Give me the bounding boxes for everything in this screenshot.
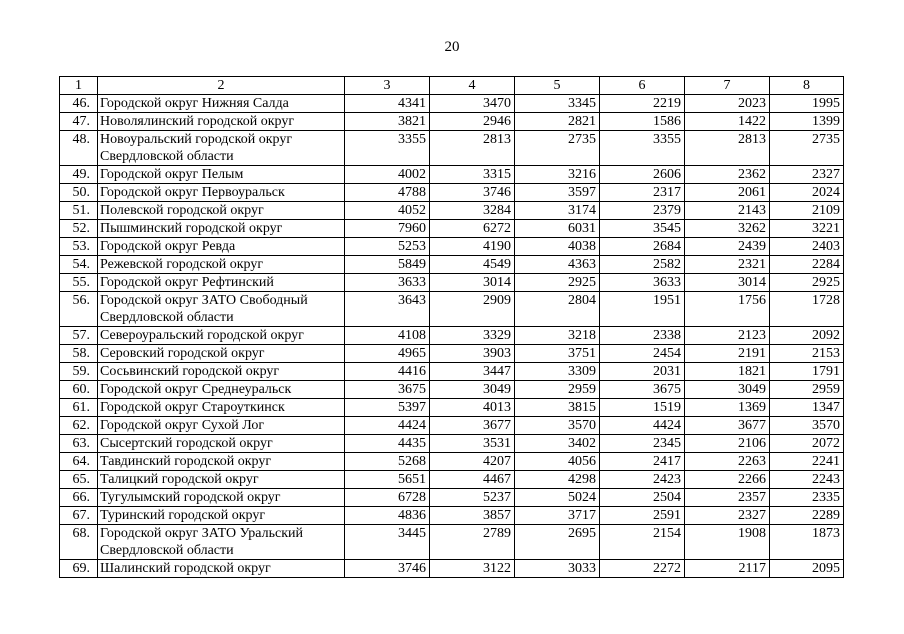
value-cell: 1586 <box>600 113 685 131</box>
municipality-name: Сосьвинский городской округ <box>98 363 345 381</box>
value-cell: 4013 <box>430 399 515 417</box>
value-cell: 3049 <box>685 381 770 399</box>
value-cell: 3262 <box>685 220 770 238</box>
table-row <box>60 471 844 489</box>
value-cell: 1873 <box>770 525 844 560</box>
value-cell: 1369 <box>685 399 770 417</box>
table-row <box>60 166 844 184</box>
municipality-name: Талицкий городской округ <box>98 471 345 489</box>
municipality-name: Городской округ Пелым <box>98 166 345 184</box>
row-number: 60. <box>60 381 98 399</box>
value-cell: 3174 <box>515 202 600 220</box>
value-cell: 2321 <box>685 256 770 274</box>
value-cell: 3597 <box>515 184 600 202</box>
value-cell: 2284 <box>770 256 844 274</box>
value-cell: 3531 <box>430 435 515 453</box>
value-cell: 3545 <box>600 220 685 238</box>
table-row <box>60 274 844 292</box>
value-cell: 4298 <box>515 471 600 489</box>
value-cell: 4549 <box>430 256 515 274</box>
table-row <box>60 327 844 345</box>
value-cell: 6031 <box>515 220 600 238</box>
value-cell: 4190 <box>430 238 515 256</box>
value-cell: 2925 <box>515 274 600 292</box>
value-cell: 1399 <box>770 113 844 131</box>
value-cell: 5397 <box>345 399 430 417</box>
row-number: 62. <box>60 417 98 435</box>
value-cell: 3049 <box>430 381 515 399</box>
value-cell: 6272 <box>430 220 515 238</box>
value-cell: 4108 <box>345 327 430 345</box>
row-number: 64. <box>60 453 98 471</box>
value-cell: 1951 <box>600 292 685 327</box>
value-cell: 2695 <box>515 525 600 560</box>
value-cell: 1519 <box>600 399 685 417</box>
municipality-name: Городской округ ЗАТО Свободный Свердловской области <box>98 292 345 327</box>
value-cell: 2345 <box>600 435 685 453</box>
value-cell: 1347 <box>770 399 844 417</box>
value-cell: 3470 <box>430 95 515 113</box>
value-cell: 2606 <box>600 166 685 184</box>
column-header: 5 <box>515 77 600 95</box>
value-cell: 3355 <box>345 131 430 166</box>
value-cell: 2095 <box>770 560 844 578</box>
value-cell: 4424 <box>600 417 685 435</box>
value-cell: 4056 <box>515 453 600 471</box>
value-cell: 2439 <box>685 238 770 256</box>
value-cell: 3284 <box>430 202 515 220</box>
column-header: 3 <box>345 77 430 95</box>
value-cell: 5237 <box>430 489 515 507</box>
row-number: 59. <box>60 363 98 381</box>
table-row <box>60 381 844 399</box>
value-cell: 2504 <box>600 489 685 507</box>
municipality-name: Городской округ ЗАТО Уральский Свердловской области <box>98 525 345 560</box>
municipality-name: Североуральский городской округ <box>98 327 345 345</box>
value-cell: 2327 <box>685 507 770 525</box>
value-cell: 2154 <box>600 525 685 560</box>
value-cell: 3643 <box>345 292 430 327</box>
value-cell: 2143 <box>685 202 770 220</box>
value-cell: 2191 <box>685 345 770 363</box>
column-header: 6 <box>600 77 685 95</box>
value-cell: 2109 <box>770 202 844 220</box>
value-cell: 2263 <box>685 453 770 471</box>
row-number: 47. <box>60 113 98 131</box>
municipality-name: Городской округ Ревда <box>98 238 345 256</box>
value-cell: 2327 <box>770 166 844 184</box>
table-row <box>60 525 844 560</box>
value-cell: 3014 <box>685 274 770 292</box>
value-cell: 2804 <box>515 292 600 327</box>
page-number: 20 <box>444 39 460 55</box>
value-cell: 1791 <box>770 363 844 381</box>
municipality-name: Тугулымский городской округ <box>98 489 345 507</box>
table-row <box>60 131 844 166</box>
value-cell: 2591 <box>600 507 685 525</box>
value-cell: 2789 <box>430 525 515 560</box>
row-number: 53. <box>60 238 98 256</box>
value-cell: 3014 <box>430 274 515 292</box>
table-row <box>60 345 844 363</box>
table-row <box>60 507 844 525</box>
value-cell: 3570 <box>770 417 844 435</box>
municipality-name: Полевской городской округ <box>98 202 345 220</box>
row-number: 52. <box>60 220 98 238</box>
value-cell: 3315 <box>430 166 515 184</box>
table-row <box>60 435 844 453</box>
value-cell: 2241 <box>770 453 844 471</box>
value-cell: 2946 <box>430 113 515 131</box>
row-number: 61. <box>60 399 98 417</box>
table-row <box>60 399 844 417</box>
table-row <box>60 256 844 274</box>
value-cell: 2582 <box>600 256 685 274</box>
value-cell: 3218 <box>515 327 600 345</box>
row-number: 67. <box>60 507 98 525</box>
value-cell: 4207 <box>430 453 515 471</box>
value-cell: 2317 <box>600 184 685 202</box>
value-cell: 3717 <box>515 507 600 525</box>
municipality-name: Новолялинский городской округ <box>98 113 345 131</box>
value-cell: 3751 <box>515 345 600 363</box>
table-row <box>60 220 844 238</box>
table-row <box>60 184 844 202</box>
value-cell: 2959 <box>770 381 844 399</box>
value-cell: 2031 <box>600 363 685 381</box>
row-number: 65. <box>60 471 98 489</box>
value-cell: 4416 <box>345 363 430 381</box>
value-cell: 2684 <box>600 238 685 256</box>
value-cell: 5651 <box>345 471 430 489</box>
table-row <box>60 453 844 471</box>
value-cell: 4341 <box>345 95 430 113</box>
municipality-name: Городской округ Первоуральск <box>98 184 345 202</box>
row-number: 58. <box>60 345 98 363</box>
table-row <box>60 489 844 507</box>
value-cell: 5849 <box>345 256 430 274</box>
table-row <box>60 113 844 131</box>
value-cell: 3746 <box>345 560 430 578</box>
value-cell: 3821 <box>345 113 430 131</box>
value-cell: 2023 <box>685 95 770 113</box>
value-cell: 2909 <box>430 292 515 327</box>
value-cell: 3445 <box>345 525 430 560</box>
value-cell: 3570 <box>515 417 600 435</box>
value-cell: 3677 <box>430 417 515 435</box>
value-cell: 4363 <box>515 256 600 274</box>
value-cell: 1995 <box>770 95 844 113</box>
value-cell: 2403 <box>770 238 844 256</box>
table-row <box>60 560 844 578</box>
municipality-name: Тавдинский городской округ <box>98 453 345 471</box>
value-cell: 2813 <box>685 131 770 166</box>
value-cell: 3633 <box>600 274 685 292</box>
value-cell: 3355 <box>600 131 685 166</box>
value-cell: 2357 <box>685 489 770 507</box>
value-cell: 2153 <box>770 345 844 363</box>
row-number: 63. <box>60 435 98 453</box>
value-cell: 2379 <box>600 202 685 220</box>
value-cell: 4435 <box>345 435 430 453</box>
value-cell: 2735 <box>770 131 844 166</box>
municipality-name: Новоуральский городской округ Свердловской области <box>98 131 345 166</box>
value-cell: 3675 <box>345 381 430 399</box>
value-cell: 3675 <box>600 381 685 399</box>
value-cell: 3329 <box>430 327 515 345</box>
value-cell: 2061 <box>685 184 770 202</box>
value-cell: 4002 <box>345 166 430 184</box>
value-cell: 2338 <box>600 327 685 345</box>
municipality-name: Туринский городской округ <box>98 507 345 525</box>
row-number: 68. <box>60 525 98 560</box>
value-cell: 2106 <box>685 435 770 453</box>
table-row <box>60 363 844 381</box>
value-cell: 5268 <box>345 453 430 471</box>
header-row <box>60 77 844 95</box>
column-header: 4 <box>430 77 515 95</box>
row-number: 48. <box>60 131 98 166</box>
value-cell: 2272 <box>600 560 685 578</box>
value-cell: 1422 <box>685 113 770 131</box>
value-cell: 2335 <box>770 489 844 507</box>
data-table <box>59 76 844 578</box>
column-header: 8 <box>770 77 844 95</box>
value-cell: 2123 <box>685 327 770 345</box>
table-row <box>60 95 844 113</box>
table-row <box>60 292 844 327</box>
value-cell: 4424 <box>345 417 430 435</box>
municipality-name: Пышминский городской округ <box>98 220 345 238</box>
value-cell: 2117 <box>685 560 770 578</box>
value-cell: 6728 <box>345 489 430 507</box>
row-number: 54. <box>60 256 98 274</box>
value-cell: 5253 <box>345 238 430 256</box>
value-cell: 4965 <box>345 345 430 363</box>
value-cell: 3633 <box>345 274 430 292</box>
row-number: 46. <box>60 95 98 113</box>
value-cell: 2024 <box>770 184 844 202</box>
value-cell: 3903 <box>430 345 515 363</box>
value-cell: 2266 <box>685 471 770 489</box>
municipality-name: Сысертский городской округ <box>98 435 345 453</box>
municipality-name: Городской округ Рефтинский <box>98 274 345 292</box>
municipality-name: Шалинский городской округ <box>98 560 345 578</box>
value-cell: 2072 <box>770 435 844 453</box>
value-cell: 4038 <box>515 238 600 256</box>
value-cell: 2243 <box>770 471 844 489</box>
value-cell: 1728 <box>770 292 844 327</box>
value-cell: 3221 <box>770 220 844 238</box>
value-cell: 2423 <box>600 471 685 489</box>
column-header: 7 <box>685 77 770 95</box>
value-cell: 2362 <box>685 166 770 184</box>
value-cell: 2925 <box>770 274 844 292</box>
value-cell: 2454 <box>600 345 685 363</box>
value-cell: 2821 <box>515 113 600 131</box>
municipality-name: Городской округ Сухой Лог <box>98 417 345 435</box>
value-cell: 2092 <box>770 327 844 345</box>
value-cell: 1821 <box>685 363 770 381</box>
table-body <box>60 95 844 578</box>
value-cell: 1756 <box>685 292 770 327</box>
value-cell: 3447 <box>430 363 515 381</box>
row-number: 66. <box>60 489 98 507</box>
row-number: 69. <box>60 560 98 578</box>
value-cell: 7960 <box>345 220 430 238</box>
column-header: 2 <box>98 77 345 95</box>
column-header: 1 <box>60 77 98 95</box>
value-cell: 3216 <box>515 166 600 184</box>
value-cell: 5024 <box>515 489 600 507</box>
municipality-name: Городской округ Староуткинск <box>98 399 345 417</box>
table-row <box>60 238 844 256</box>
municipality-name: Серовский городской округ <box>98 345 345 363</box>
value-cell: 3345 <box>515 95 600 113</box>
row-number: 50. <box>60 184 98 202</box>
value-cell: 3746 <box>430 184 515 202</box>
value-cell: 4052 <box>345 202 430 220</box>
value-cell: 3815 <box>515 399 600 417</box>
municipality-name: Городской округ Среднеуральск <box>98 381 345 399</box>
value-cell: 3402 <box>515 435 600 453</box>
value-cell: 2417 <box>600 453 685 471</box>
value-cell: 3122 <box>430 560 515 578</box>
value-cell: 3309 <box>515 363 600 381</box>
value-cell: 3033 <box>515 560 600 578</box>
row-number: 51. <box>60 202 98 220</box>
table-row <box>60 202 844 220</box>
row-number: 57. <box>60 327 98 345</box>
row-number: 49. <box>60 166 98 184</box>
value-cell: 4836 <box>345 507 430 525</box>
value-cell: 2735 <box>515 131 600 166</box>
row-number: 56. <box>60 292 98 327</box>
value-cell: 3857 <box>430 507 515 525</box>
value-cell: 1908 <box>685 525 770 560</box>
value-cell: 2219 <box>600 95 685 113</box>
value-cell: 3677 <box>685 417 770 435</box>
value-cell: 2289 <box>770 507 844 525</box>
value-cell: 2959 <box>515 381 600 399</box>
municipality-name: Городской округ Нижняя Салда <box>98 95 345 113</box>
municipality-name: Режевской городской округ <box>98 256 345 274</box>
value-cell: 2813 <box>430 131 515 166</box>
row-number: 55. <box>60 274 98 292</box>
value-cell: 4467 <box>430 471 515 489</box>
value-cell: 4788 <box>345 184 430 202</box>
table-row <box>60 417 844 435</box>
